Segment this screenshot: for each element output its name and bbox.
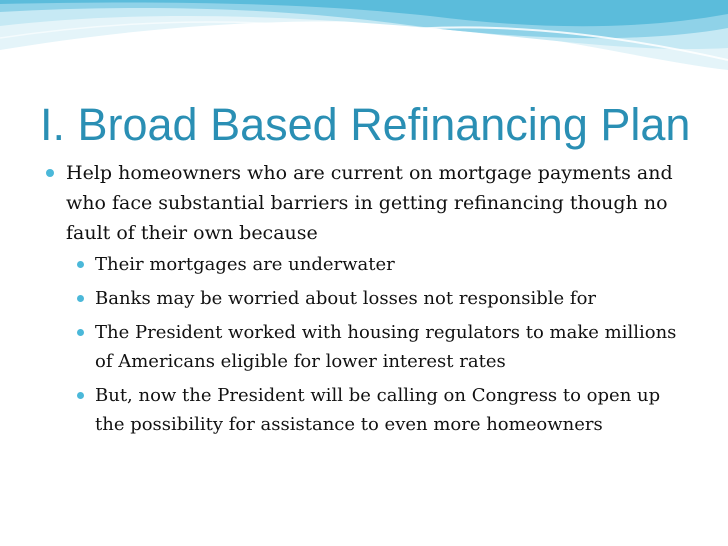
sub-bullet-item [66,284,684,313]
bullet-item [44,158,684,248]
sub-bullet-item [66,250,684,279]
bullet-icon [77,261,84,268]
header-wave-decoration [0,0,728,95]
bullet-icon [77,295,84,302]
sub-bullet-list [44,250,684,439]
bullet-icon [77,329,84,336]
sub-bullet-text: Their mortgages are underwater [95,254,395,275]
sub-bullet-text: But, now the President will be calling on Congress to open up the possibility for assistance to even more homeowners [95,385,661,435]
bullet-icon [77,392,84,399]
sub-bullet-text: The President worked with housing regulators to make millions of Americans eligible for lower interest rates [95,322,677,372]
slide-title: I. Broad Based Refinancing Plan [40,99,691,150]
bullet-icon [46,169,54,177]
sub-bullet-item [66,318,684,376]
sub-bullet-text: Banks may be worried about losses not responsible for [95,288,597,309]
bullet-text: Help homeowners who are current on mortgage payments and who face substantial barriers in getting refinancing though no fault of their own because [66,162,673,244]
sub-bullet-item [66,381,684,439]
bullet-list [44,158,684,444]
